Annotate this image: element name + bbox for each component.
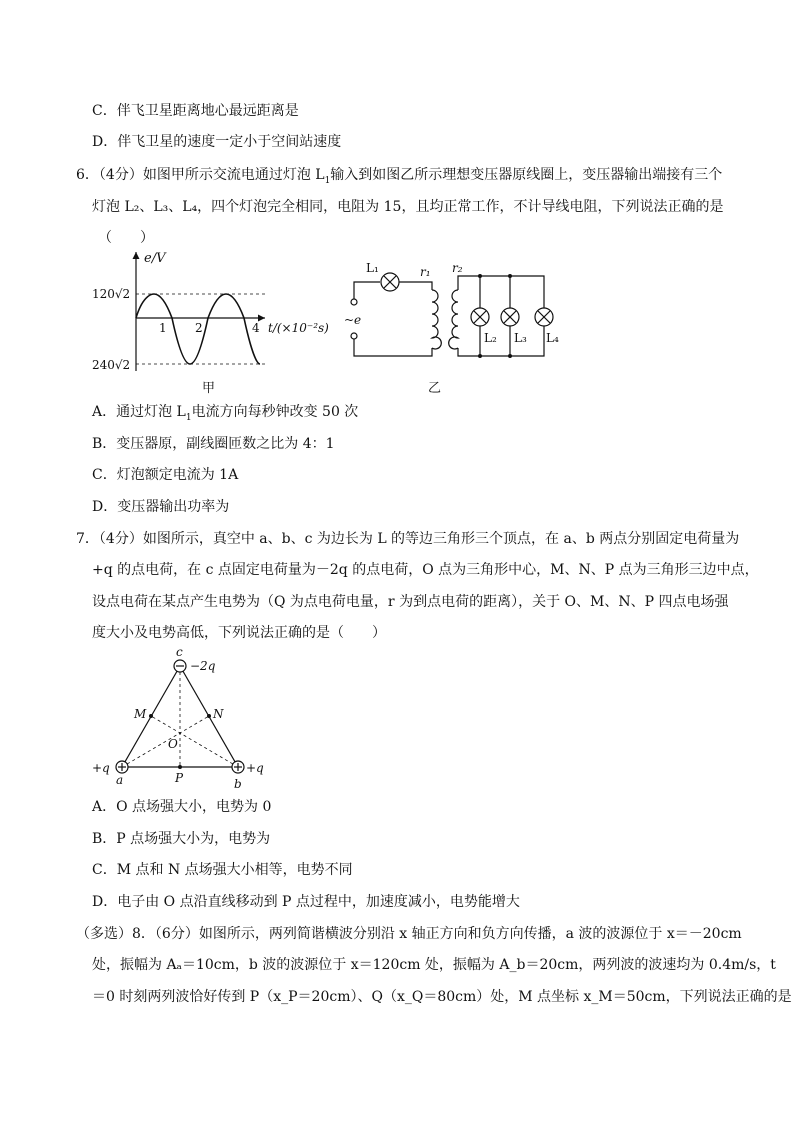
l1-subscript: 1 xyxy=(324,175,331,186)
label-c: c xyxy=(176,646,183,659)
label-r1: r₁ xyxy=(420,265,431,279)
q6-answer-bracket: （ ） xyxy=(98,230,154,246)
label-charge-b: +q xyxy=(246,761,264,775)
caption-yi: 乙 xyxy=(428,381,442,396)
q7-stem-line-3: 设点电荷在某点产生电势为（Q 为点电荷电量，r 为到点电荷的距离），关于 O、M、N、P 四点电场强 xyxy=(92,594,729,610)
q6-stem-line-2: 灯泡 L₂、L₃、L₄，四个灯泡完全相同，电阻为 15，且均正常工作，不计导线电阻，下列说法正确的是 xyxy=(92,199,724,215)
figure-triangle xyxy=(88,646,284,792)
label-L3: L₃ xyxy=(514,331,527,345)
label-L2: L₂ xyxy=(484,331,497,345)
label-L4: L₄ xyxy=(546,331,559,345)
label-b: b xyxy=(234,777,242,791)
q6-stem-line-1 xyxy=(76,165,722,191)
q7-stem-line-2: +q 的点电荷，在 c 点固定电荷量为－2q 的点电荷，O 点为三角形中心，M、N、P 点为三角形三边中点， xyxy=(92,562,759,578)
label-source: ~e xyxy=(344,313,362,327)
caption-jia: 甲 xyxy=(202,381,216,396)
q6-stem-part-a: 6．（4分）如图甲所示交流电通过灯泡 L xyxy=(76,167,325,183)
ylabel: e/V xyxy=(144,251,166,266)
q6a-post: 电流方向每秒钟改变 50 次 xyxy=(191,404,359,420)
q5-option-d: D．伴飞卫星的速度一定小于空间站速度 xyxy=(92,134,342,150)
label-charge-a: +q xyxy=(92,761,110,775)
q7-option-d: D．电子由 O 点沿直线移动到 P 点过程中，加速度减小，电势能增大 xyxy=(92,894,520,910)
label-a: a xyxy=(116,773,124,787)
label-P: P xyxy=(175,771,184,785)
label-charge-c: −2q xyxy=(190,659,216,673)
q8-stem-line-2: 处，振幅为 Aₐ＝10cm，b 波的波源位于 x＝120cm 处，振幅为 A_b＝20cm，两列波的波速均为 0.4m/s，t xyxy=(92,957,776,973)
q8-stem-line-1: （多选）8．（6分）如图所示，两列简谐横波分别沿 x 轴正方向和负方向传播，a 波的波源位于 x＝－20cm xyxy=(76,926,742,942)
label-N: N xyxy=(213,707,224,721)
q5-option-c: C．伴飞卫星距离地心最远距离是 xyxy=(92,103,299,119)
q6-option-d: D．变压器输出功率为 xyxy=(92,499,230,515)
l1-subscript-a: 1 xyxy=(185,412,192,423)
tick-1: 1 xyxy=(159,321,167,335)
label-O: O xyxy=(168,737,178,751)
figure-jia-waveform xyxy=(90,246,330,396)
q6a-pre: A．通过灯泡 L xyxy=(92,404,186,420)
q7-option-c: C．M 点和 N 点场强大小相等，电势不同 xyxy=(92,862,353,878)
tick-2: 2 xyxy=(195,321,203,335)
label-M: M xyxy=(134,707,147,721)
q7-stem-line-1: 7．（4分）如图所示，真空中 a、b、c 为边长为 L 的等边三角形三个顶点，在 a、b 两点分别固定电荷量为 xyxy=(76,531,740,547)
q7-stem-line-4: 度大小及电势高低，下列说法正确的是（ ） xyxy=(92,625,386,641)
figure-yi-circuit xyxy=(340,256,570,396)
y-bottom-label: 240√2 xyxy=(92,358,131,372)
q6-stem-part-b: 输入到如图乙所示理想变压器原线圈上，变压器输出端接有三个 xyxy=(330,167,723,183)
label-r2: r₂ xyxy=(452,261,463,275)
label-L1: L₁ xyxy=(366,261,379,275)
q7-option-a: A．O 点场强大小，电势为 0 xyxy=(92,799,272,815)
q6-option-c: C．灯泡额定电流为 1A xyxy=(92,467,239,483)
q6-option-a xyxy=(92,402,358,428)
q6-option-b: B．变压器原，副线圈匝数之比为 4：1 xyxy=(92,436,335,452)
tick-4: 4 xyxy=(252,321,260,335)
y-top-label: 120√2 xyxy=(92,287,131,301)
xlabel: t/(×10⁻²s) xyxy=(268,321,329,335)
q8-stem-line-3: ＝0 时刻两列波恰好传到 P（x_P＝20cm）、Q（x_Q＝80cm）处，M 点坐标 x_M＝50cm，下列说法正确的是 xyxy=(92,989,792,1005)
q7-option-b: B．P 点场强大小为，电势为 xyxy=(92,831,271,847)
